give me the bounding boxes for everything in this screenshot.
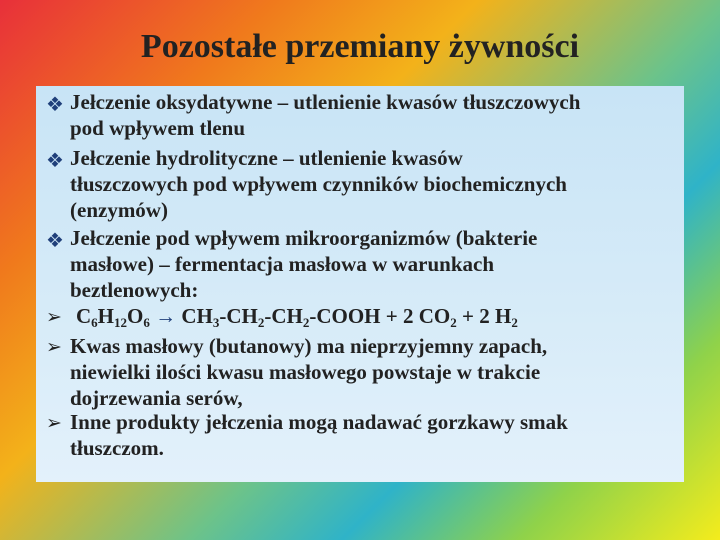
bullet-oxidative [70,90,580,115]
eq-p3-sub: 2 [302,315,310,330]
bullet-microbial-line2: masłowe) – fermentacja masłowa w warunkach [70,252,495,276]
arrow-bullet-icon: ➢ [46,336,62,358]
butyric-acid-line1: Kwas masłowy (butanowy) ma nieprzyjemny zapach, [70,334,548,358]
fermentation-equation [76,304,518,329]
bullet-hydrolytic [70,146,463,171]
eq-p1: CH [181,304,213,328]
eq-c: C [76,304,92,328]
bullet-microbial-line1: Jełczenie pod wpływem mikroorganizmów (bakterie [70,226,538,250]
eq-p4-sub: 2 [450,315,457,330]
term-oxidative: Jełczenie oksydatywne [70,90,273,114]
other-products-line1: Inne produkty jełczenia mogą nadawać gorzkawy smak [70,410,568,434]
eq-p2: -CH [219,304,258,328]
text-hydrolytic: – utlenienie kwasów [277,146,463,170]
diamond-bullet-icon: ❖ [46,228,64,252]
text-oxidative: – utlenienie kwasów tłuszczowych [272,90,581,114]
reaction-arrow-icon: → [155,304,177,328]
eq-p3: -CH [264,304,303,328]
eq-h: H [97,304,115,328]
bullet-hydrolytic-cont2: (enzymów) [70,198,168,222]
term-hydrolytic: Jełczenie hydrolityczne [70,146,278,170]
eq-o-sub: 6 [143,315,150,330]
bullet-hydrolytic-cont1: tłuszczowych pod wpływem czynników biochemicznych [70,172,567,196]
bullet-oxidative-cont: pod wpływem tlenu [70,116,246,140]
eq-o: O [127,304,144,328]
diamond-bullet-icon: ❖ [46,148,64,172]
bullet-microbial-line3: beztlenowych: [70,278,199,302]
other-products-line2: tłuszczom. [70,436,164,460]
butyric-acid-line2: niewielki ilości kwasu masłowego powstaje w trakcie [70,360,541,384]
slide-title: Pozostałe przemiany żywności [140,28,580,65]
eq-p2-sub: 2 [257,315,265,330]
eq-h-sub: 12 [114,315,128,330]
content-panel [36,86,684,482]
eq-p5: + 2 H [456,304,512,328]
eq-c-sub: 6 [91,315,98,330]
butyric-acid-line3: dojrzewania serów, [70,386,243,410]
arrow-bullet-icon: ➢ [46,412,62,434]
arrow-bullet-icon: ➢ [46,306,62,328]
diamond-bullet-icon: ❖ [46,92,64,116]
eq-p1-sub: 3 [212,315,220,330]
eq-p4: -COOH + 2 CO [309,304,451,328]
eq-p5-sub: 2 [511,315,518,330]
